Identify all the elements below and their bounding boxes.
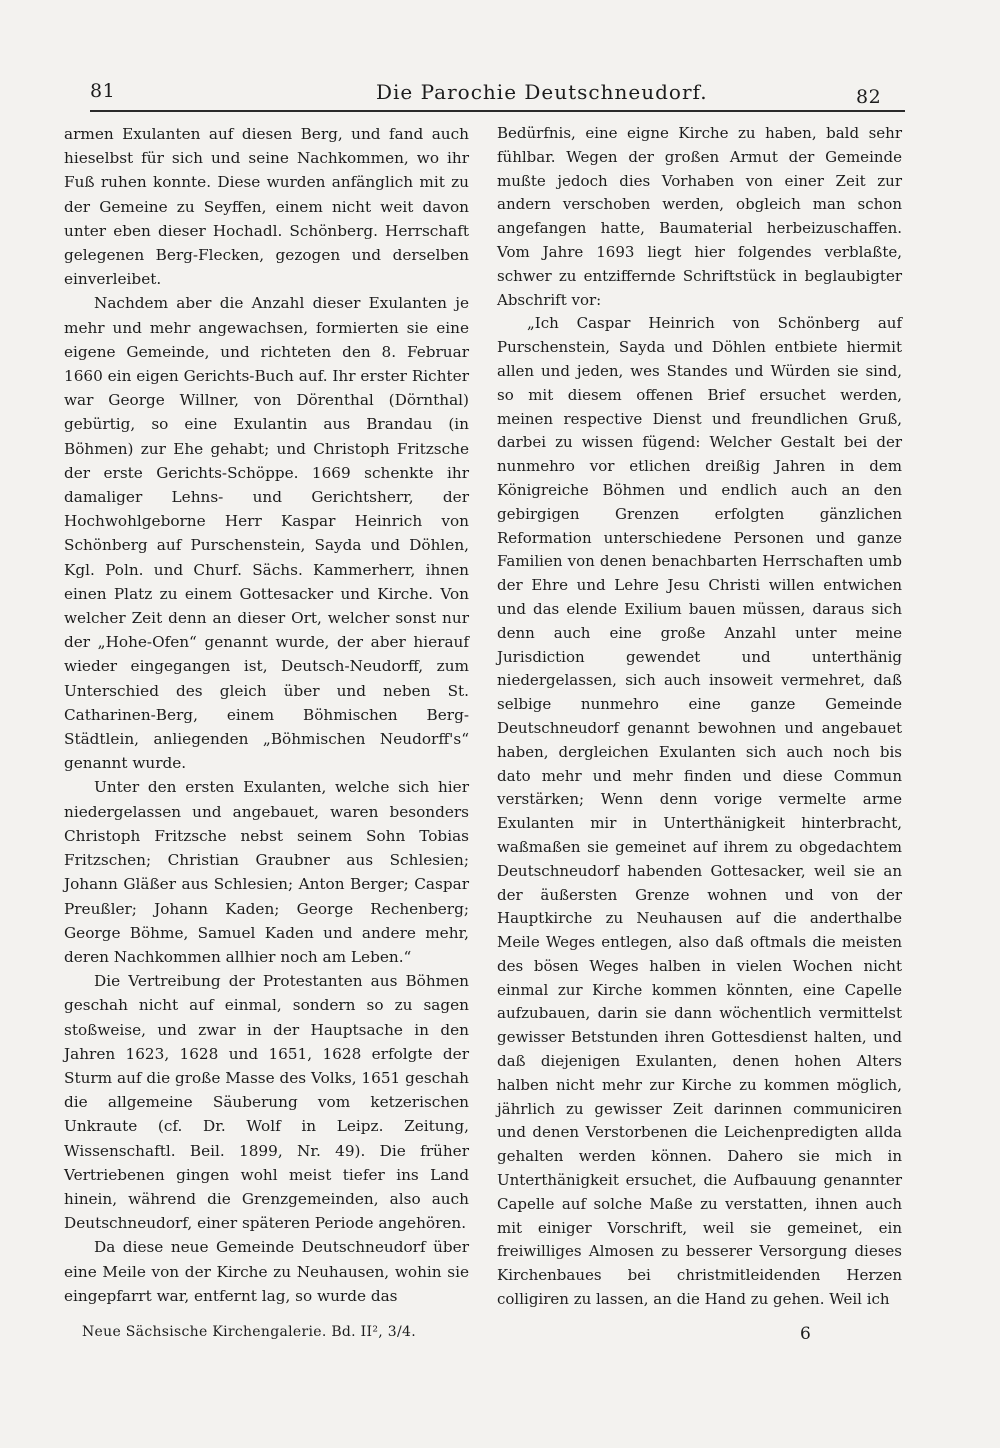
footer-source: Neue Sächsische Kirchengalerie. Bd. II², 3/4. — [82, 1324, 416, 1340]
paragraph: Da diese neue Gemeinde Deutschneudorf über eine Meile von der Kirche zu Neuhausen, wohin sie eingepfarrt war, entfernt lag, so wurde das — [64, 1238, 469, 1305]
page-number-right: 82 — [856, 86, 882, 108]
page-number-left: 81 — [90, 80, 116, 102]
paragraph: Unter den ersten Exulanten, welche sich hier niedergelassen und angebauet, waren besonders Christoph Fritzsche nebst seinem Sohn Tobias Fritzschen; Christian Graubner aus Schlesien; Johann Gläßer aus Schlesien; Anton Berger; Caspar Preußler; Johann Kaden; George Rechenberg; George Böhme, Samuel Kaden und andere mehr, deren Nachkommen allhier noch am Leben.“ — [64, 778, 469, 966]
paragraph: „Ich Caspar Heinrich von Schönberg auf Purschenstein, Sayda und Döhlen entbiete hiermit allen und jeden, wes Standes und Würden sie sind, so mit diesem offenen Brief ersuchet werden, meinen respective Dienst und freundlichen Gruß, darbei zu wissen fügend: Welcher Gestalt bei der nunmehro vor etlichen dreißig Jahren in dem Königreiche Böhmen und endlich auch an den gebirgigen Grenzen erfolgten gänzlichen Reformation unterschiedene Personen und ganze Familien von denen benachbarten Herrschaften umb der Ehre und Lehre Jesu Christi willen entwichen und das elende Exilium bauen müssen, daraus sich denn auch eine große Anzahl unter meine Jurisdiction gewendet und unterthänig niedergelassen, sich auch insoweit vermehret, daß selbige nunmehro eine ganze Gemeinde Deutschneudorf genannt bewohnen und angebauet haben, dergleichen Exulanten sich auch noch bis dato mehr und mehr finden und diese Commun verstärken; Wenn denn vorige vermelte arme Exulanten mir in Unterthänigkeit hinterbracht, waßmaßen sie gemeinet auf ihrem zu obgedachtem Deutschneudorf habenden Gottesacker, weil sie an der äußersten Grenze wohnen und von der Hauptkirche zu Neuhausen auf die anderthalbe Meile Weges entlegen, also daß oftmals die meisten des bösen Weges halben in vielen Wochen nicht einmal zur Kirche kommen könnten, eine Capelle aufzubauen, darin sie dann wöchentlich vermittelst gewisser Betstunden ihren Gottesdienst halten, und daß diejenigen Exulanten, denen hohen Alters halben nicht mehr zur Kirche zu kommen möglich, jährlich zu gewisser Zeit darinnen communiciren und denen Verstorbenen die Leichenpredigten allda gehalten werden können. Dahero sie mich in Unterthänigkeit ersuchet, die Aufbauung genannter Capelle auf solche Maße zu verstatten, ihnen auch mit einiger Vorschrift, weil sie gemeinet, ein freiwilliges Almosen zu besserer Versorgung dieses Kirchenbaues bei christmitleidenden Herzen colligiren zu lassen, an die Hand zu gehen. Weil ich — [497, 314, 902, 1309]
paragraph: armen Exulanten auf diesen Berg, und fand auch hieselbst für sich und seine Nachkommen, wo ihr Fuß ruhen konnte. Diese wurden anfänglich mit zu der Gemeine zu Seyffen, einem nicht weit davon unter eben dieser Hochadl. Schönberg. Herrschaft gelegenen Berg-Flecken, gezogen und derselben einverleibet. — [64, 125, 469, 289]
right-column — [497, 122, 902, 1312]
paragraph: Bedürfnis, eine eigne Kirche zu haben, bald sehr fühlbar. Wegen der großen Armut der Gemeinde mußte jedoch dies Vorhaben von einer Zeit zur andern verschoben werden, obgleich man schon angefangen hatte, Baumaterial herbeizuschaffen. Vom Jahre 1693 liegt hier folgendes verblaßte, schwer zu entziffernde Schriftstück in beglaubigter Abschrift vor: — [497, 124, 902, 309]
header-rule — [90, 110, 905, 112]
left-column — [64, 122, 469, 1308]
running-title: Die Parochie Deutschneudorf. — [376, 80, 708, 104]
signature-mark: 6 — [800, 1324, 811, 1344]
paragraph: Nachdem aber die Anzahl dieser Exulanten je mehr und mehr angewachsen, formierten sie eine eigene Gemeinde, und richteten den 8. Februar 1660 ein eigen Gerichts-Buch auf. Ihr erster Richter war George Willner, von Dörenthal (Dörnthal) gebürtig, so eine Exulantin aus Brandau (in Böhmen) zur Ehe gehabt; und Christoph Fritzsche der erste Gerichts-Schöppe. 1669 schenkte ihr damaliger Lehns- und Gerichtsherr, der Hochwohlgeborne Herr Kaspar Heinrich von Schönberg auf Purschenstein, Sayda und Döhlen, Kgl. Poln. und Churf. Sächs. Kammerherr, ihnen einen Platz zu einem Gottesacker und Kirche. Von welcher Zeit denn an dieser Ort, welcher sonst nur der „Hohe-Ofen“ genannt wurde, der aber hierauf wieder eingegangen ist, Deutsch-Neudorff, zum Unterschied des gleich über und neben St. Catharinen-Berg, einem Böhmischen Berg-Städtlein, anliegenden „Böhmischen Neudorff's“ genannt wurde. — [64, 294, 469, 773]
paragraph: Die Vertreibung der Protestanten aus Böhmen geschah nicht auf einmal, sondern so zu sagen stoßweise, und zwar in der Hauptsache in den Jahren 1623, 1628 und 1651, 1628 erfolgte der Sturm auf die große Masse des Volks, 1651 geschah die allgemeine Säuberung vom ketzerischen Unkraute (cf. Dr. Wolf in Leipz. Zeitung, Wissenschaftl. Beil. 1899, Nr. 49). Die früher Vertriebenen gingen wohl meist tiefer ins Land hinein, während die Grenzgemeinden, also auch Deutschneudorf, einer späteren Periode angehören. — [64, 972, 469, 1233]
